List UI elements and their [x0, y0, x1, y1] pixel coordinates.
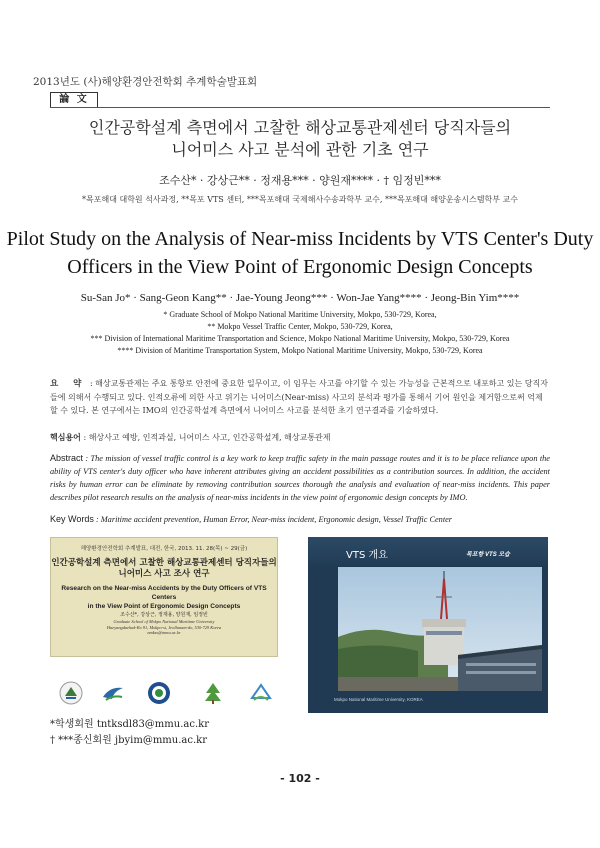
vts-tower-photo	[338, 567, 542, 691]
korean-abstract-label: 요 약	[50, 379, 88, 389]
slide1-english-title	[51, 584, 277, 611]
page-number: - 102 -	[280, 772, 320, 785]
english-keywords	[50, 514, 452, 524]
slide1-korean-title-line2: 니어미스 사고 조사 연구	[118, 569, 210, 579]
english-authors: Su-San Jo* · Sang-Geon Kang** · Jae-Young Jeong*** · Won-Jae Yang**** · Jeong-Bin Yim****	[80, 292, 520, 304]
title-slide-figure	[50, 537, 278, 657]
slide1-affil-line1: Graduate School of Mokpo National Maritime University	[113, 619, 215, 624]
slide1-affiliation	[51, 619, 277, 636]
korean-keywords	[50, 432, 331, 443]
paper-type-tag: 論 文	[50, 92, 98, 108]
korean-title-line2: 니어미스 사고 분석에 관한 기초 연구	[171, 140, 429, 159]
english-keywords-label: Key Words	[50, 514, 94, 524]
english-keywords-text: : Maritime accident prevention, Human Error, Near-miss incident, Ergonomic design, Vessel Traffic Center	[95, 515, 453, 524]
korean-keywords-label: 핵심용어	[50, 433, 81, 442]
english-title-line2: Officers in the View Point of Ergonomic Design Concepts	[67, 256, 533, 278]
slide2-header-bar	[308, 537, 548, 565]
slide1-korean-title	[51, 558, 277, 580]
english-abstract	[50, 452, 550, 504]
korean-authors: 조수산* · 강상근** · 정재용*** · 양원재**** · † 임정빈***	[159, 174, 441, 187]
slide1-english-title-line2: in the View Point of Ergonomic Design Concepts	[87, 603, 241, 610]
slide1-korean-title-line1: 인간공학설계 측면에서 고찰한 해상교통관제센터 당직자들의	[51, 558, 277, 568]
tree-logo-icon	[200, 680, 226, 706]
wave-logo-icon	[248, 680, 274, 706]
korean-keywords-text: : 해상사고 예방, 인적과실, 니어미스 사고, 인간공학설계, 해상교통관제	[83, 433, 331, 442]
english-title-line1: Pilot Study on the Analysis of Near-miss Incidents by VTS Center's Duty	[6, 228, 594, 250]
english-abstract-label: Abstract	[50, 453, 84, 463]
conference-name: 2013년도 (사)해양환경안전학회 추계학술발표회	[33, 76, 258, 88]
slide2-caption: 목포항 VTS 모습	[466, 552, 510, 558]
vts-overview-slide	[308, 537, 548, 713]
english-abstract-text: : The mission of vessel traffic control is a key work to keep traffic safety in the main passage routes and it is to be place reliance upon the ability of VTS center's duty officer who have inherent attributes giving an accident possibilities as a contribution sources. In addition, the accident risks by human error can be eliminate by removing contribution sources thorough the analysis and evaluation of near-miss incidents. This paper describes pilot research results on the analysis of near-miss incidents in the view point of ergonomic design concepts by IMO.	[50, 454, 550, 502]
logo-row	[50, 676, 276, 712]
slide2-footer: Mokpo National Maritime University, KOREA	[334, 697, 423, 702]
english-affiliation-1: * Graduate School of Mokpo National Maritime University, Mokpo, 530-729, Korea,	[163, 310, 437, 319]
slide1-header: 해양환경안전학회 추계발표, 대전, 한국, 2013. 11. 28(목) ~ 29(금)	[80, 546, 248, 552]
student-email: *학생회원 tntksdl83@mmu.ac.kr	[50, 719, 209, 730]
corresponding-email: † ***종신회원 jbyim@mmu.ac.kr	[50, 735, 207, 746]
slide2-title: VTS 개요	[346, 550, 388, 561]
english-affiliation-2: ** Mokpo Vessel Traffic Center, Mokpo, 530-729, Korea,	[207, 322, 393, 331]
korean-affiliation: *목포해대 대학원 석사과정, **목포 VTS 센터, ***목포해대 국제해사수송과학부 교수, ***목포해대 해양운송시스템학부 교수	[82, 195, 518, 204]
slide1-english-title-line1: Research on the Near-miss Accidents by the Duty Officers of VTS Centers	[61, 585, 267, 601]
korean-abstract	[50, 377, 550, 417]
english-affiliation-4: **** Division of Maritime Transportation System, Mokpo National Maritime University, Mokpo, 530-729, Korea	[117, 346, 483, 355]
bird-logo-icon	[100, 680, 126, 706]
korean-abstract-text: : 해상교통관제는 주요 통항로 안전에 중요한 일무이고, 이 임무는 사고를 야기할 수 있는 가능성을 근본적으로 내포하고 있는 당직자들에 의해서 수행되고 있다. 인적오류에 의한 사고 위기는 니어미스(Near-miss) 사고의 분석과 평가를 통해서 기어 원인을 제거함으로써 억제할 수 있다. 본 연구에서는 IMO의 인간공학설계 측면에서 니어미스 사고를 분석한 초기 연구결과를 기술하였다.	[50, 379, 548, 415]
korean-title-line1: 인간공학설계 측면에서 고찰한 해상교통관제센터 당직자들의	[88, 118, 512, 137]
mmu-emblem-icon	[58, 680, 84, 706]
english-affiliation-3: *** Division of International Maritime Transportation and Science, Mokpo National Maritime University, Mokpo, 530-729, Korea	[90, 334, 510, 343]
slide1-affil-line3: nmkss@mmu.ac.kr	[147, 630, 181, 636]
slide1-affil-line2: Haeyangdaehak-Ro 91, Mokpo-si, Jeollanam-do, 530-729 Korea	[106, 624, 222, 630]
university-seal-icon	[146, 680, 172, 706]
header-divider	[50, 107, 550, 108]
slide1-authors: 조수산*, 강상근, 정재용, 양원재, 임정빈	[120, 612, 208, 618]
